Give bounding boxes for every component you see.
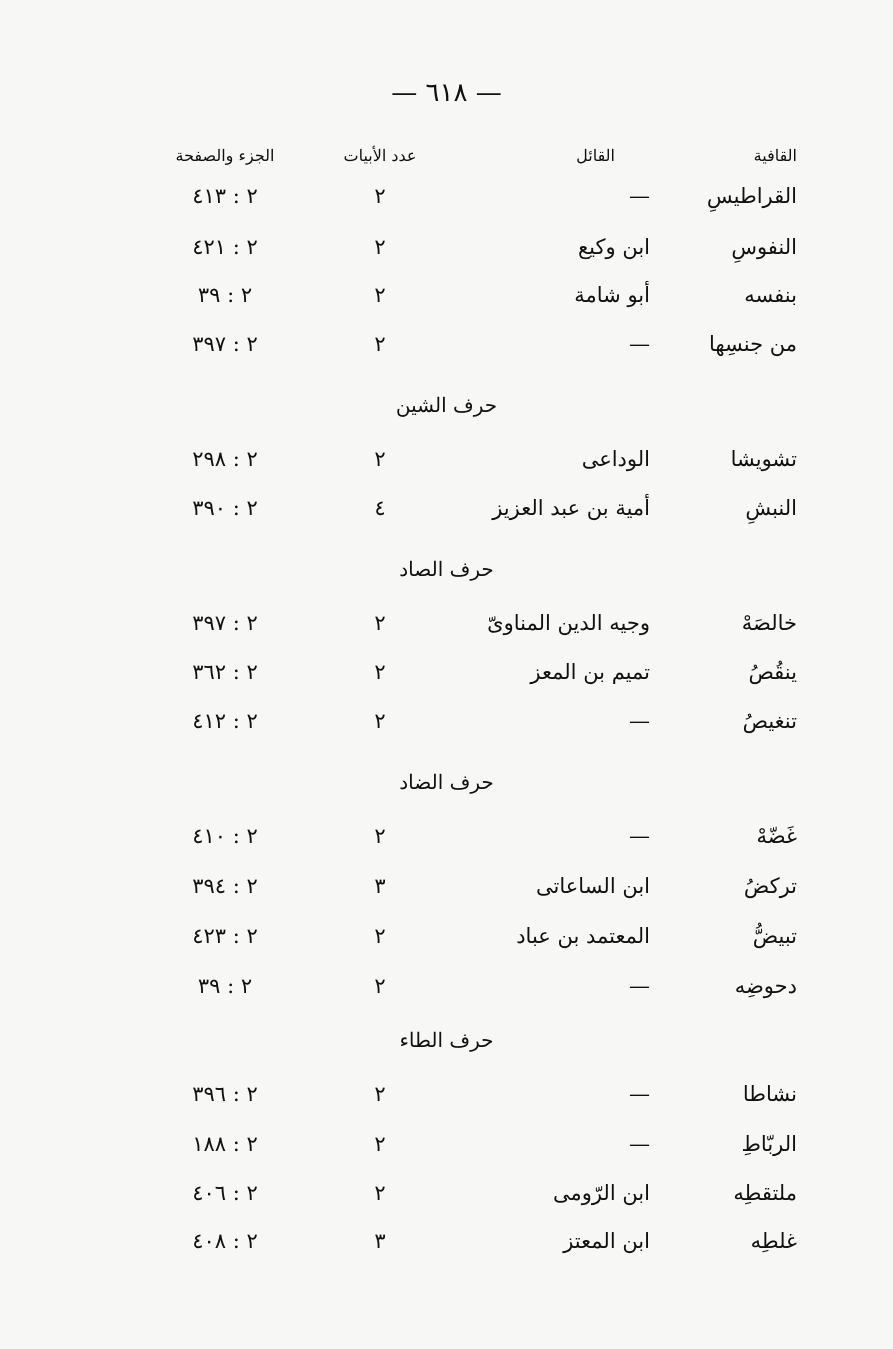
qaail-cell: وجيه الدين المناوىّ: [487, 611, 650, 635]
qafiya-cell: الربّاطِ: [741, 1132, 797, 1156]
qafiya-cell: تنغيصُ: [742, 709, 797, 733]
abyat-cell: ٣: [374, 1229, 386, 1253]
index-row: [0, 1124, 893, 1164]
abyat-cell: ٢: [374, 184, 386, 208]
juz-safha-cell: ٢ : ٤١٣: [192, 184, 258, 208]
column-header-qafiya: القافية: [753, 146, 797, 165]
juz-safha-cell: ٢ : ٤١٢: [192, 709, 258, 733]
qaail-cell: تميم بن المعز: [530, 660, 650, 684]
column-headers: [0, 136, 893, 176]
abyat-cell: ٢: [374, 660, 386, 684]
index-row: [0, 816, 893, 856]
qaail-cell: —: [629, 709, 650, 733]
qaail-cell: الوداعى: [581, 447, 650, 471]
qafiya-cell: غلطِه: [750, 1229, 797, 1253]
abyat-cell: ٢: [374, 283, 386, 307]
abyat-cell: ٢: [374, 447, 386, 471]
juz-safha-cell: ٢ : ٣٩٠: [192, 496, 258, 520]
qafiya-cell: بنفسه: [744, 283, 797, 307]
qafiya-cell: ينقُصُ: [748, 660, 797, 684]
qaail-cell: —: [629, 1082, 650, 1106]
juz-safha-cell: ٢ : ٣٩٦: [192, 1082, 258, 1106]
juz-safha-cell: ٢ : ٤٠٨: [192, 1229, 258, 1253]
index-row: [0, 1221, 893, 1261]
qafiya-cell: غَضّهْ: [756, 824, 797, 848]
qafiya-cell: تبيضُّ: [752, 924, 797, 948]
index-row: [0, 227, 893, 267]
index-row: [0, 439, 893, 479]
abyat-cell: ٢: [374, 824, 386, 848]
index-row: [0, 652, 893, 692]
qaail-cell: ابن الرّومى: [552, 1181, 650, 1205]
qafiya-cell: تشويشا: [730, 447, 797, 471]
juz-safha-cell: ٢ : ٤٢١: [192, 235, 258, 259]
qaail-cell: ابن المعتز: [563, 1229, 650, 1253]
index-row: [0, 275, 893, 315]
qafiya-cell: نشاطا: [742, 1082, 797, 1106]
abyat-cell: ٢: [374, 1132, 386, 1156]
juz-safha-cell: ٢ : ٤١٠: [192, 824, 258, 848]
qaail-cell: أبو شامة: [574, 283, 650, 307]
abyat-cell: ٣: [374, 874, 386, 898]
index-row: [0, 701, 893, 741]
index-row: [0, 916, 893, 956]
qafiya-cell: النبشِ: [745, 496, 797, 520]
juz-safha-cell: ٢ : ٣٩٤: [192, 874, 258, 898]
index-row: [0, 603, 893, 643]
column-header-qaail: القائل: [576, 146, 615, 165]
qaail-cell: ابن وكيع: [578, 235, 650, 259]
juz-safha-cell: ٢ : ٣٦٢: [192, 660, 258, 684]
qafiya-cell: تركضُ: [743, 874, 797, 898]
section-heading: حرف الصاد: [399, 557, 494, 581]
juz-safha-cell: ٢ : ٢٩٨: [192, 447, 258, 471]
juz-safha-cell: ٢ : ٣٩: [197, 283, 253, 307]
qaail-cell: —: [629, 824, 650, 848]
qaail-cell: —: [629, 1132, 650, 1156]
qaail-cell: المعتمد بن عباد: [516, 924, 650, 948]
index-row: [0, 966, 893, 1006]
qafiya-cell: النفوسِ: [731, 235, 797, 259]
index-row: [0, 1173, 893, 1213]
qaail-cell: أمية بن عبد العزيز: [492, 496, 650, 520]
abyat-cell: ٤: [374, 496, 386, 520]
juz-safha-cell: ٢ : ٣٩٧: [192, 332, 258, 356]
section-heading: حرف الشين: [395, 393, 498, 417]
juz-safha-cell: ٢ : ١٨٨: [192, 1132, 258, 1156]
abyat-cell: ٢: [374, 1082, 386, 1106]
abyat-cell: ٢: [374, 235, 386, 259]
qaail-cell: ابن الساعاتى: [536, 874, 650, 898]
qafiya-cell: القراطيسِ: [706, 184, 797, 208]
juz-safha-cell: ٢ : ٣٩٧: [192, 611, 258, 635]
column-header-juz-safha: الجزء والصفحة: [175, 146, 275, 165]
abyat-cell: ٢: [374, 1181, 386, 1205]
qaail-cell: —: [629, 332, 650, 356]
juz-safha-cell: ٢ : ٤٠٦: [192, 1181, 258, 1205]
index-row: [0, 176, 893, 216]
index-row: [0, 324, 893, 364]
abyat-cell: ٢: [374, 974, 386, 998]
abyat-cell: ٢: [374, 709, 386, 733]
juz-safha-cell: ٢ : ٤٢٣: [192, 924, 258, 948]
juz-safha-cell: ٢ : ٣٩: [197, 974, 253, 998]
abyat-cell: ٢: [374, 924, 386, 948]
column-header-abyat: عدد الأبيات: [343, 146, 417, 165]
qafiya-cell: من جنسِها: [708, 332, 797, 356]
index-row: [0, 488, 893, 528]
page-number: — ٦١٨ —: [391, 78, 502, 108]
index-row: [0, 866, 893, 906]
qafiya-cell: دحوضِه: [734, 974, 797, 998]
abyat-cell: ٢: [374, 332, 386, 356]
qaail-cell: —: [629, 184, 650, 208]
qafiya-cell: خالصَهْ: [741, 611, 797, 635]
qaail-cell: —: [629, 974, 650, 998]
abyat-cell: ٢: [374, 611, 386, 635]
section-heading: حرف الضاد: [399, 770, 494, 794]
section-heading: حرف الطاء: [399, 1028, 494, 1052]
qafiya-cell: ملتقطِه: [733, 1181, 797, 1205]
index-row: [0, 1074, 893, 1114]
